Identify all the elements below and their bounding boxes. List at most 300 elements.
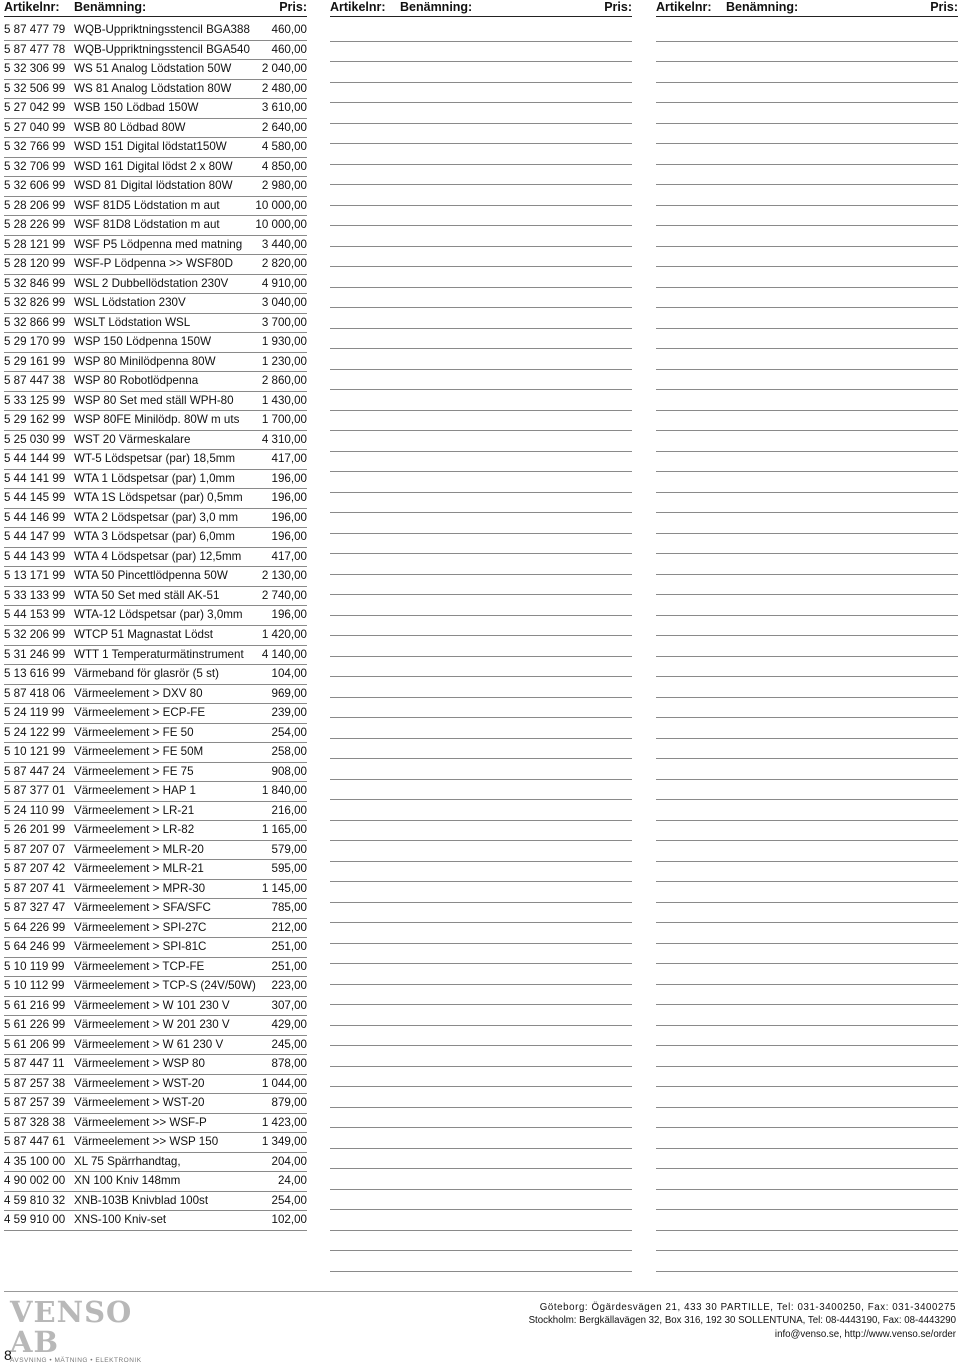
artnr-cell: 5 33 125 99: [4, 393, 66, 407]
price-cell: 417,00: [271, 549, 307, 563]
price-row: [4, 567, 307, 587]
price-cell: 4 910,00: [261, 276, 307, 290]
empty-form-line: [656, 1067, 958, 1088]
empty-rows: [656, 21, 958, 1272]
empty-form-line: [656, 1149, 958, 1170]
price-row: [4, 938, 307, 958]
price-row: [4, 1036, 307, 1056]
artnr-cell: 5 13 616 99: [4, 667, 66, 681]
empty-form-line: [656, 1046, 958, 1067]
price-row: [4, 80, 307, 100]
empty-form-line: [656, 493, 958, 514]
price-cell: 4 140,00: [261, 647, 307, 661]
empty-form-line: [656, 226, 958, 247]
empty-form-line: [656, 1210, 958, 1231]
artnr-cell: 5 64 246 99: [4, 940, 66, 954]
price-row: [4, 353, 307, 373]
empty-form-line: [656, 411, 958, 432]
name-cell: Värmeelement > W 61 230 V: [74, 1037, 224, 1051]
empty-form-line: [656, 1128, 958, 1149]
name-cell: WTA-12 Lödspetsar (par) 3,0mm: [74, 608, 243, 622]
artnr-cell: 5 87 477 78: [4, 42, 66, 56]
empty-form-line: [656, 452, 958, 473]
artnr-cell: 5 87 447 11: [4, 1057, 65, 1071]
empty-form-line: [656, 472, 958, 493]
price-row: [4, 236, 307, 256]
price-row: [4, 802, 307, 822]
price-row: [4, 782, 307, 802]
artnr-cell: 5 87 207 07: [4, 842, 66, 856]
price-cell: 1 349,00: [261, 1135, 307, 1149]
name-cell: Värmeelement > W 201 230 V: [74, 1018, 230, 1032]
price-row: [4, 216, 307, 236]
price-row: [4, 724, 307, 744]
empty-form-line: [656, 903, 958, 924]
price-cell: 24,00: [277, 1174, 307, 1188]
price-row: [4, 743, 307, 763]
empty-form-line: [330, 1067, 632, 1088]
artnr-cell: 5 32 866 99: [4, 315, 66, 329]
price-cell: 212,00: [271, 920, 307, 934]
artnr-cell: 5 32 766 99: [4, 140, 66, 154]
header-price: Pris:: [279, 0, 307, 14]
price-cell: 785,00: [271, 901, 307, 915]
empty-form-line: [656, 718, 958, 739]
artnr-cell: 5 87 377 01: [4, 784, 66, 798]
price-row: [4, 119, 307, 139]
empty-form-line: [330, 165, 632, 186]
name-cell: Värmeelement > FE 75: [74, 764, 194, 778]
empty-form-line: [330, 534, 632, 555]
artnr-cell: 5 87 477 79: [4, 23, 66, 36]
empty-form-line: [656, 288, 958, 309]
empty-form-line: [330, 308, 632, 329]
empty-form-line: [656, 1190, 958, 1211]
header-artnr: Artikelnr:: [330, 0, 386, 14]
empty-form-line: [656, 308, 958, 329]
price-row: [4, 1055, 307, 1075]
price-list-rows: [4, 21, 307, 1231]
artnr-cell: 5 29 161 99: [4, 354, 66, 368]
empty-form-line: [656, 42, 958, 63]
price-row: [4, 665, 307, 685]
empty-form-line: [330, 1087, 632, 1108]
contact-links[interactable]: info@venso.se, http://www.venso.se/order: [774, 1329, 956, 1340]
header-price: Pris:: [604, 0, 632, 14]
empty-form-line: [656, 882, 958, 903]
empty-form-line: [656, 62, 958, 83]
name-cell: Värmeelement > MLR-21: [74, 862, 204, 876]
empty-form-line: [330, 944, 632, 965]
empty-form-line: [330, 964, 632, 985]
price-row: [4, 275, 307, 295]
empty-form-line: [330, 882, 632, 903]
price-cell: 878,00: [271, 1057, 307, 1071]
price-cell: 307,00: [271, 998, 307, 1012]
empty-form-line: [330, 1108, 632, 1129]
price-cell: 104,00: [271, 667, 307, 681]
price-row: [4, 1192, 307, 1212]
price-row: [4, 606, 307, 626]
empty-form-line: [330, 1210, 632, 1231]
price-cell: 2 480,00: [261, 81, 307, 95]
artnr-cell: 4 59 810 32: [4, 1193, 66, 1207]
price-row: [4, 99, 307, 119]
empty-form-line: [656, 780, 958, 801]
price-row: [4, 919, 307, 939]
price-row: [4, 646, 307, 666]
name-cell: WSP 150 Lödpenna 150W: [74, 335, 212, 349]
empty-form-line: [330, 493, 632, 514]
empty-form-line: [330, 575, 632, 596]
price-cell: 1 423,00: [261, 1115, 307, 1129]
price-row: [4, 1114, 307, 1134]
name-cell: WTA 50 Pincettlödpenna 50W: [74, 569, 228, 583]
empty-form-line: [656, 985, 958, 1006]
empty-form-line: [330, 124, 632, 145]
empty-form-line: [656, 923, 958, 944]
price-row: [4, 548, 307, 568]
price-cell: 1 420,00: [261, 627, 307, 641]
name-cell: Värmeelement > WSP 80: [74, 1057, 205, 1071]
name-cell: Värmeelement > LR-21: [74, 803, 195, 817]
address-gothenburg: Göteborg: Ögärdesvägen 21, 433 30 PARTILLE, Tel: 031-3400250, Fax: 031-3400275: [539, 1302, 956, 1313]
header-artnr: Artikelnr:: [4, 0, 60, 14]
name-cell: Värmeelement > LR-82: [74, 823, 195, 837]
price-cell: 196,00: [271, 471, 307, 485]
name-cell: XN 100 Kniv 148mm: [74, 1174, 181, 1188]
empty-form-line: [330, 554, 632, 575]
artnr-cell: 4 59 910 00: [4, 1213, 66, 1227]
name-cell: WSB 80 Lödbad 80W: [74, 120, 186, 134]
artnr-cell: 5 87 418 06: [4, 686, 66, 700]
empty-form-line: [330, 841, 632, 862]
empty-form-line: [330, 452, 632, 473]
price-row: [4, 1211, 307, 1231]
empty-form-line: [330, 759, 632, 780]
price-cell: 254,00: [271, 1193, 307, 1207]
name-cell: XNB-103B Knivblad 100st: [74, 1193, 209, 1207]
price-cell: 251,00: [271, 959, 307, 973]
name-cell: WSF-P Lödpenna >> WSF80D: [74, 257, 233, 271]
name-cell: Värmeelement > TCP-FE: [74, 959, 205, 973]
price-row: [4, 177, 307, 197]
empty-form-line: [656, 698, 958, 719]
price-cell: 2 130,00: [261, 569, 307, 583]
name-cell: WST 20 Värmeskalare: [74, 432, 191, 446]
logo-tagline: AVSVNING • MÄTNING • ELEKTRONIK: [10, 1357, 142, 1364]
price-row: [4, 1172, 307, 1192]
empty-form-line: [330, 513, 632, 534]
artnr-cell: 5 10 121 99: [4, 745, 66, 759]
price-cell: 10 000,00: [255, 218, 307, 232]
empty-form-line: [656, 1026, 958, 1047]
artnr-cell: 5 26 201 99: [4, 823, 66, 837]
footer-divider: [4, 1291, 958, 1292]
empty-form-line: [330, 103, 632, 124]
empty-form-line: [656, 390, 958, 411]
name-cell: WS 51 Analog Lödstation 50W: [74, 62, 232, 76]
price-cell: 4 310,00: [261, 432, 307, 446]
artnr-cell: 5 10 112 99: [4, 979, 65, 993]
artnr-cell: 5 32 606 99: [4, 179, 66, 193]
empty-form-line: [656, 247, 958, 268]
name-cell: Värmeelement >> WSP 150: [74, 1135, 219, 1149]
name-cell: WSD 161 Digital lödst 2 x 80W: [74, 159, 233, 173]
empty-form-line: [656, 636, 958, 657]
empty-form-line: [656, 124, 958, 145]
artnr-cell: 5 44 145 99: [4, 491, 66, 505]
price-row: [4, 626, 307, 646]
price-cell: 223,00: [271, 979, 307, 993]
name-cell: Värmeelement > SPI-81C: [74, 940, 207, 954]
price-cell: 429,00: [271, 1018, 307, 1032]
price-cell: 196,00: [271, 608, 307, 622]
column-header: [330, 0, 632, 17]
artnr-cell: 5 87 257 39: [4, 1096, 66, 1110]
price-cell: 908,00: [271, 764, 307, 778]
empty-form-line: [330, 821, 632, 842]
artnr-cell: 5 25 030 99: [4, 432, 66, 446]
empty-form-line: [330, 226, 632, 247]
empty-form-line: [656, 841, 958, 862]
empty-form-line: [656, 554, 958, 575]
empty-form-line: [656, 739, 958, 760]
name-cell: Värmeelement > FE 50M: [74, 745, 204, 759]
price-cell: 216,00: [271, 803, 307, 817]
empty-form-line: [330, 42, 632, 63]
price-cell: 460,00: [271, 42, 307, 56]
artnr-cell: 5 87 447 24: [4, 764, 66, 778]
price-row: [4, 1153, 307, 1173]
price-cell: 2 860,00: [261, 374, 307, 388]
artnr-cell: 5 64 226 99: [4, 920, 66, 934]
header-name: Benämning:: [726, 0, 799, 14]
name-cell: Värmeelement > DXV 80: [74, 686, 203, 700]
price-row: [4, 977, 307, 997]
empty-form-line: [656, 534, 958, 555]
empty-form-line: [330, 616, 632, 637]
price-list-column-2: [330, 0, 632, 1272]
empty-form-line: [330, 1251, 632, 1272]
price-list-column-1: [4, 0, 307, 1231]
name-cell: Värmeelement > MLR-20: [74, 842, 204, 856]
empty-form-line: [656, 575, 958, 596]
artnr-cell: 5 33 133 99: [4, 588, 66, 602]
empty-form-line: [330, 985, 632, 1006]
empty-form-line: [656, 267, 958, 288]
empty-form-line: [656, 821, 958, 842]
price-cell: 3 440,00: [261, 237, 307, 251]
artnr-cell: 5 31 246 99: [4, 647, 66, 661]
price-cell: 3 610,00: [261, 101, 307, 115]
price-row: [4, 1016, 307, 1036]
empty-form-line: [330, 862, 632, 883]
empty-form-line: [656, 616, 958, 637]
empty-form-line: [330, 923, 632, 944]
price-row: [4, 138, 307, 158]
artnr-cell: 5 87 447 38: [4, 374, 66, 388]
artnr-cell: 5 32 706 99: [4, 159, 66, 173]
price-cell: 196,00: [271, 491, 307, 505]
empty-form-line: [656, 349, 958, 370]
price-row: [4, 158, 307, 178]
name-cell: Värmeelement > HAP 1: [74, 784, 196, 798]
price-cell: 204,00: [271, 1154, 307, 1168]
name-cell: Värmeelement > WST-20: [74, 1096, 205, 1110]
header-price: Pris:: [930, 0, 958, 14]
name-cell: WSL 2 Dubbellödstation 230V: [74, 276, 229, 290]
price-cell: 1 930,00: [261, 335, 307, 349]
empty-form-line: [330, 1128, 632, 1149]
empty-form-line: [656, 759, 958, 780]
artnr-cell: 5 28 226 99: [4, 218, 66, 232]
price-row: [4, 587, 307, 607]
name-cell: Värmeband för glasrör (5 st): [74, 667, 219, 681]
price-cell: 245,00: [271, 1037, 307, 1051]
empty-form-line: [656, 862, 958, 883]
price-row: [4, 255, 307, 275]
price-cell: 258,00: [271, 745, 307, 759]
price-row: [4, 509, 307, 529]
name-cell: WSF 81D5 Lödstation m aut: [74, 198, 220, 212]
price-row: [4, 333, 307, 353]
name-cell: WTA 1 Lödspetsar (par) 1,0mm: [74, 471, 235, 485]
artnr-cell: 5 44 146 99: [4, 510, 66, 524]
header-artnr: Artikelnr:: [656, 0, 712, 14]
price-cell: 102,00: [271, 1213, 307, 1227]
artnr-cell: 5 28 206 99: [4, 198, 66, 212]
name-cell: Värmeelement > WST-20: [74, 1076, 205, 1090]
price-cell: 1 230,00: [261, 354, 307, 368]
price-row: [4, 41, 307, 61]
empty-form-line: [330, 657, 632, 678]
name-cell: WSF P5 Lödpenna med matning: [74, 237, 243, 251]
empty-form-line: [330, 329, 632, 350]
price-cell: 2 980,00: [261, 179, 307, 193]
address-stockholm: Stockholm: Bergkällavägen 32, Box 316, 192 30 SOLLENTUNA, Tel: 08-4443190, Fax: 08-4443290: [528, 1315, 956, 1326]
empty-form-line: [656, 83, 958, 104]
empty-form-line: [330, 595, 632, 616]
name-cell: WQB-Uppriktningsstencil BGA388: [74, 23, 250, 36]
empty-form-line: [656, 1251, 958, 1272]
artnr-cell: 5 61 216 99: [4, 998, 66, 1012]
price-cell: 1 840,00: [261, 784, 307, 798]
artnr-cell: 5 28 121 99: [4, 237, 66, 251]
price-row: [4, 821, 307, 841]
empty-form-line: [656, 1005, 958, 1026]
artnr-cell: 5 32 506 99: [4, 81, 66, 95]
price-cell: 2 040,00: [261, 62, 307, 76]
empty-form-line: [330, 1231, 632, 1252]
empty-form-line: [656, 1169, 958, 1190]
name-cell: WSF 81D8 Lödstation m aut: [74, 218, 220, 232]
artnr-cell: 5 44 153 99: [4, 608, 66, 622]
name-cell: WTA 4 Lödspetsar (par) 12,5mm: [74, 549, 242, 563]
name-cell: WTA 1S Lödspetsar (par) 0,5mm: [74, 491, 243, 505]
price-list-column-3: [656, 0, 958, 1272]
artnr-cell: 5 29 170 99: [4, 335, 66, 349]
artnr-cell: 5 29 162 99: [4, 413, 66, 427]
price-row: [4, 1075, 307, 1095]
name-cell: WTA 3 Lödspetsar (par) 6,0mm: [74, 530, 235, 544]
empty-form-line: [330, 267, 632, 288]
empty-form-line: [656, 206, 958, 227]
price-row: [4, 841, 307, 861]
empty-form-line: [330, 636, 632, 657]
name-cell: WSP 80 Minilödpenna 80W: [74, 354, 216, 368]
artnr-cell: 5 32 826 99: [4, 296, 66, 310]
name-cell: Värmeelement > W 101 230 V: [74, 998, 230, 1012]
name-cell: Värmeelement > MPR-30: [74, 881, 206, 895]
price-row: [4, 1094, 307, 1114]
artnr-cell: 5 10 119 99: [4, 959, 65, 973]
empty-form-line: [656, 185, 958, 206]
artnr-cell: 5 44 141 99: [4, 471, 66, 485]
empty-form-line: [330, 1026, 632, 1047]
price-cell: 460,00: [271, 23, 307, 36]
artnr-cell: 5 87 257 38: [4, 1076, 66, 1090]
empty-form-line: [656, 431, 958, 452]
price-row: [4, 685, 307, 705]
empty-form-line: [330, 780, 632, 801]
empty-form-line: [656, 657, 958, 678]
logo-text: VENSO AB: [10, 1295, 133, 1359]
artnr-cell: 5 44 144 99: [4, 452, 66, 466]
empty-form-line: [330, 62, 632, 83]
artnr-cell: 5 61 226 99: [4, 1018, 66, 1032]
price-row: [4, 528, 307, 548]
column-header: [656, 0, 958, 17]
price-cell: 417,00: [271, 452, 307, 466]
name-cell: WT-5 Lödspetsar (par) 18,5mm: [74, 452, 236, 466]
price-row: [4, 997, 307, 1017]
name-cell: WSP 80 Robotlödpenna: [74, 374, 199, 388]
name-cell: WTA 50 Set med ställ AK-51: [74, 588, 220, 602]
empty-form-line: [656, 1087, 958, 1108]
empty-form-line: [656, 21, 958, 42]
name-cell: WS 81 Analog Lödstation 80W: [74, 81, 232, 95]
empty-form-line: [656, 1231, 958, 1252]
empty-form-line: [330, 800, 632, 821]
empty-form-line: [330, 390, 632, 411]
price-row: [4, 1133, 307, 1153]
name-cell: WSD 151 Digital lödstat150W: [74, 140, 227, 154]
price-cell: 2 820,00: [261, 257, 307, 271]
price-cell: 1 700,00: [261, 413, 307, 427]
price-cell: 579,00: [271, 842, 307, 856]
name-cell: XL 75 Spärrhandtag,: [74, 1154, 181, 1168]
price-cell: 1 044,00: [261, 1076, 307, 1090]
price-row: [4, 372, 307, 392]
artnr-cell: 5 24 122 99: [4, 725, 66, 739]
artnr-cell: 5 61 206 99: [4, 1037, 66, 1051]
empty-form-line: [656, 513, 958, 534]
name-cell: Värmeelement > TCP-S (24V/50W): [74, 979, 256, 993]
empty-form-line: [330, 1190, 632, 1211]
empty-form-line: [330, 21, 632, 42]
empty-form-line: [656, 329, 958, 350]
price-cell: 1 165,00: [261, 823, 307, 837]
artnr-cell: 5 28 120 99: [4, 257, 66, 271]
empty-form-line: [330, 472, 632, 493]
price-cell: 196,00: [271, 530, 307, 544]
price-cell: 10 000,00: [255, 198, 307, 212]
empty-form-line: [656, 103, 958, 124]
price-row: [4, 763, 307, 783]
price-cell: 595,00: [271, 862, 307, 876]
name-cell: WSLT Lödstation WSL: [74, 315, 191, 329]
